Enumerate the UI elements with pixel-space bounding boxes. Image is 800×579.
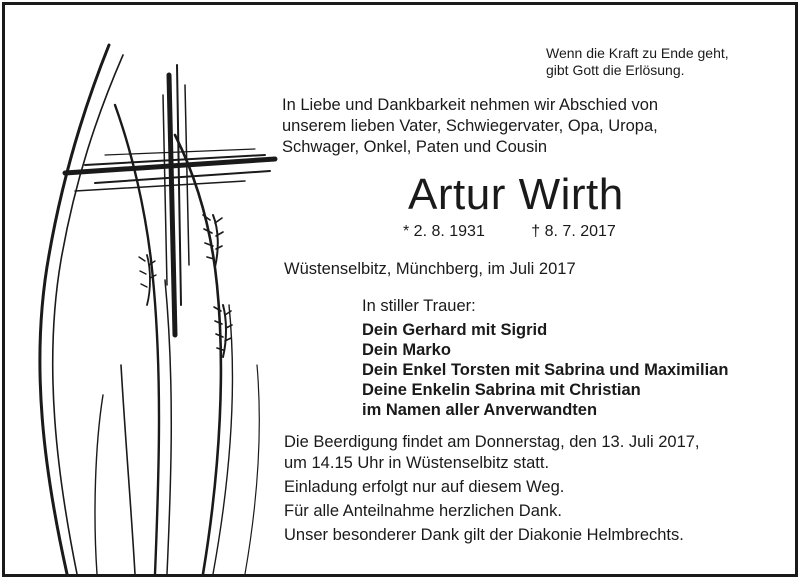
intro-line: unserem lieben Vater, Schwiegervater, Opa, Uropa, — [282, 117, 658, 135]
mourner: Dein Marko — [362, 341, 451, 359]
mourning-heading: In stiller Trauer: — [362, 297, 476, 315]
death-date: † 8. 7. 2017 — [531, 223, 616, 240]
place-and-date: Wüstenselbitz, Münchberg, im Juli 2017 — [284, 260, 576, 278]
mourners-list — [362, 320, 728, 420]
intro-line: In Liebe und Dankbarkeit nehmen wir Abschied von — [282, 96, 659, 114]
closing-line: Unser besonderer Dank gilt der Diakonie Helmbrechts. — [284, 526, 684, 544]
mourning-section — [362, 296, 728, 420]
motto-line: gibt Gott die Erlösung. — [546, 62, 685, 78]
motto-line: Wenn die Kraft zu Ende geht, — [546, 45, 729, 61]
closing-line: Für alle Anteilnahme herzlichen Dank. — [284, 502, 562, 520]
funeral-line: Die Beerdigung findet am Donnerstag, den 13. Juli 2017, — [284, 433, 700, 451]
mourner: Dein Enkel Torsten mit Sabrina und Maximilian — [362, 361, 729, 379]
mourner: Dein Gerhard mit Sigrid — [362, 321, 548, 339]
closing-line: Einladung erfolgt nur auf diesem Weg. — [284, 478, 565, 496]
mourner: im Namen aller Anverwandten — [362, 401, 598, 419]
intro-text — [282, 95, 658, 158]
obituary-frame — [2, 2, 798, 577]
funeral-line: um 14.15 Uhr in Wüstenselbitz statt. — [284, 454, 550, 472]
closing-section — [284, 432, 700, 546]
cross-with-wheat-icon — [5, 5, 305, 574]
intro-line: Schwager, Onkel, Paten und Cousin — [282, 138, 548, 156]
birth-date: * 2. 8. 1931 — [403, 223, 485, 240]
motto — [546, 45, 729, 79]
mourner: Deine Enkelin Sabrina mit Christian — [362, 381, 641, 399]
life-dates — [403, 222, 616, 242]
deceased-name: Artur Wirth — [408, 170, 624, 219]
